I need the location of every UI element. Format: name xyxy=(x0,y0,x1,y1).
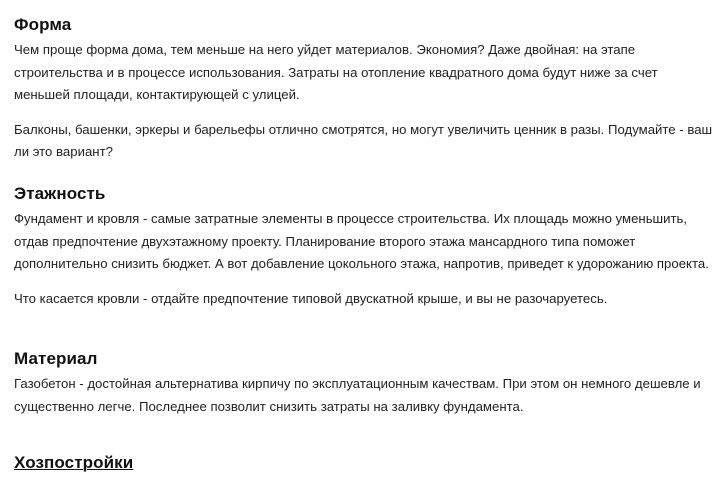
section-heading: Этажность xyxy=(14,184,106,203)
section-heading: Форма xyxy=(14,15,72,34)
section-heading: Материал xyxy=(14,349,98,368)
section-material xyxy=(14,348,714,418)
section-khozpostroyki xyxy=(14,452,714,474)
paragraph: Чем проще форма дома, тем меньше на него уйдет материалов. Экономия? Даже двойная: на этапе строительства и в процессе использования. Затраты на отопление квадратного дома будут ниже за счет меньшей площади, контактирующей с улицей. xyxy=(14,42,658,102)
paragraph: Балконы, башенки, эркеры и барельефы отлично смотрятся, но могут увеличить ценник в разы. Подумайте - ваш ли это вариант? xyxy=(14,121,713,159)
paragraph: Что касается кровли - отдайте предпочтение типовой двускатной крыше, и вы не разочаруетесь. xyxy=(14,290,608,306)
section-heading: Хозпостройки xyxy=(14,453,134,472)
section-forma xyxy=(14,14,714,164)
paragraph: Газобетон - достойная альтернатива кирпичу по эксплуатационным качествам. При этом он немного дешевле и существенно легче. Последнее позволит снизить затраты на заливку фундамента. xyxy=(14,376,701,414)
section-etazhnost xyxy=(14,183,714,310)
paragraph: Фундамент и кровля - самые затратные элементы в процессе строительства. Их площадь можно уменьшить, отдав предпочтение двухэтажному проекту. Планирование второго этажа мансардного типа поможет дополнительно снизить бюджет. А вот добавление цокольного этажа, напротив, приведет к удорожанию проекта. xyxy=(14,211,709,271)
